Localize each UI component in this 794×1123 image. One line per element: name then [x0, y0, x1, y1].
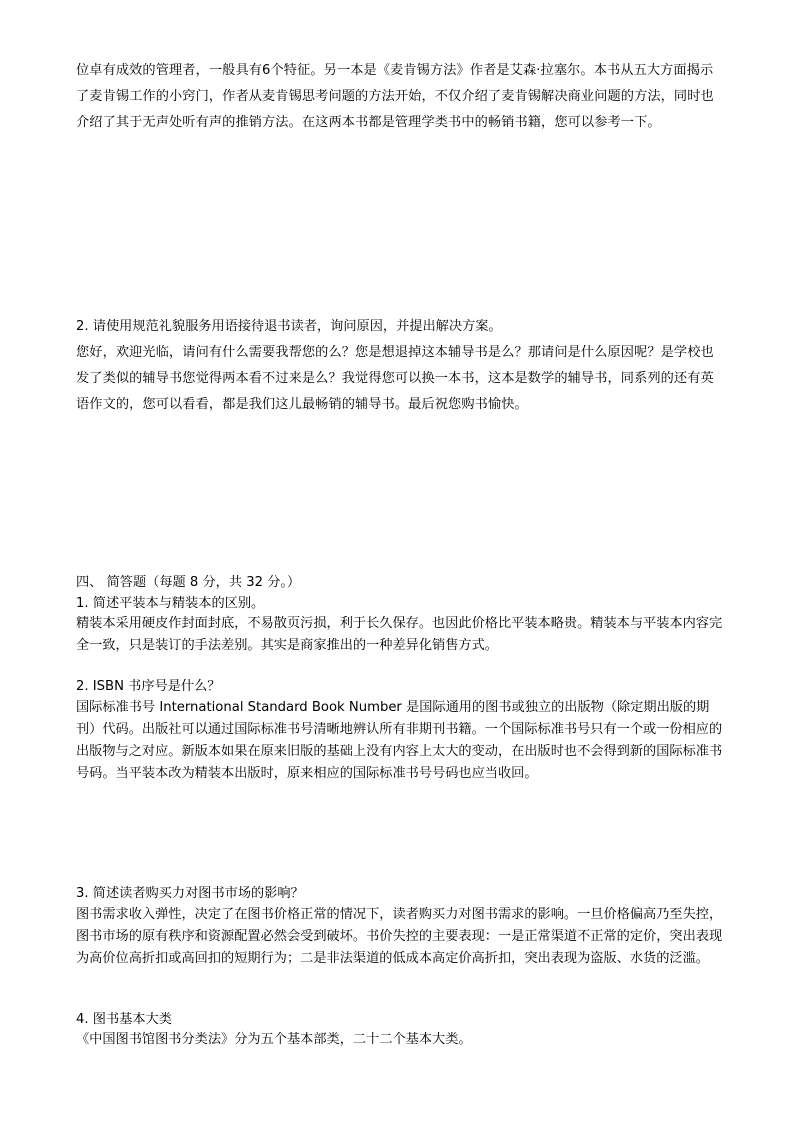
q4-1-answer: 精装本采用硬皮作封面封底，不易散页污损，利于长久保存。也因此价格比平装本略贵。精装本与平装本内容完全一致，只是装订的手法差别。其实是商家推出的一种差异化销售方式。	[76, 616, 723, 653]
q4-3-answer: 图书需求收入弹性，决定了在图书价格正常的情况下，读者购买力对图书需求的影响。一旦价格偏高乃至失控，图书市场的原有秩序和资源配置必然会受到破坏。书价失控的主要表现：一是正常渠道不正常的定价，突出表现为高价位高折扣或高回扣的短期行为；二是非法渠道的低成本高定价高折扣，突出表现为盗版、水货的泛滥。	[76, 907, 723, 966]
q4-2-answer: 国际标准书号 International Standard Book Number 是国际通用的图书或独立的出版物（除定期出版的期刊）代码。出版社可以通过国际标准书号清晰地辨认所有非期刊书籍。一个国际标准书号只有一个或一份相应的出版物与之对应。新版本如果在原来旧版的基础上没有内容上太大的变动，在出版时也不会得到新的国际标准书号码。当平装本改为精装本出版时，原来相应的国际标准书号号码也应当收回。	[76, 700, 723, 781]
q2-title: 2. 请使用规范礼貌服务用语接待退书读者，询问原因，并提出解决方案。	[76, 319, 502, 334]
q4-3-title: 3. 简述读者购买力对图书市场的影响？	[76, 886, 304, 901]
q2-answer: 您好，欢迎光临，请问有什么需要我帮您的么？您是想退掉这本辅导书是么？那请问是什么原因呢？是学校也发了类似的辅导书您觉得两本看不过来是么？我觉得您可以换一本书，这本是数学的辅导书，同系列的还有英语作文的，您可以看看，都是我们这儿最畅销的辅导书。最后祝您购书愉快。	[76, 345, 714, 412]
q4-4-answer: 《中国图书馆图书分类法》分为五个基本部类，二十二个基本大类。	[76, 1032, 472, 1047]
q4-1-title: 1. 简述平装本与精装本的区别。	[76, 596, 265, 611]
q4-4-title: 4. 图书基本大类	[76, 1012, 172, 1027]
q4-2-title: 2. ISBN 书序号是什么？	[76, 679, 221, 694]
intro-paragraph: 位卓有成效的管理者，一般具有6个特征。另一本是《麦肯锡方法》作者是艾森·拉塞尔。本书从五大方面揭示了麦肯锡工作的小窍门，作者从麦肯锡思考问题的方法开始，不仅介绍了麦肯锡解决商业问题的方法，同时也介绍了其于无声处听有声的推销方法。在这两本书都是管理学类书中的畅销书籍，您可以参考一下。	[76, 63, 714, 130]
section4-heading: 四、 简答题（每题 8 分，共 32 分。）	[76, 575, 301, 590]
